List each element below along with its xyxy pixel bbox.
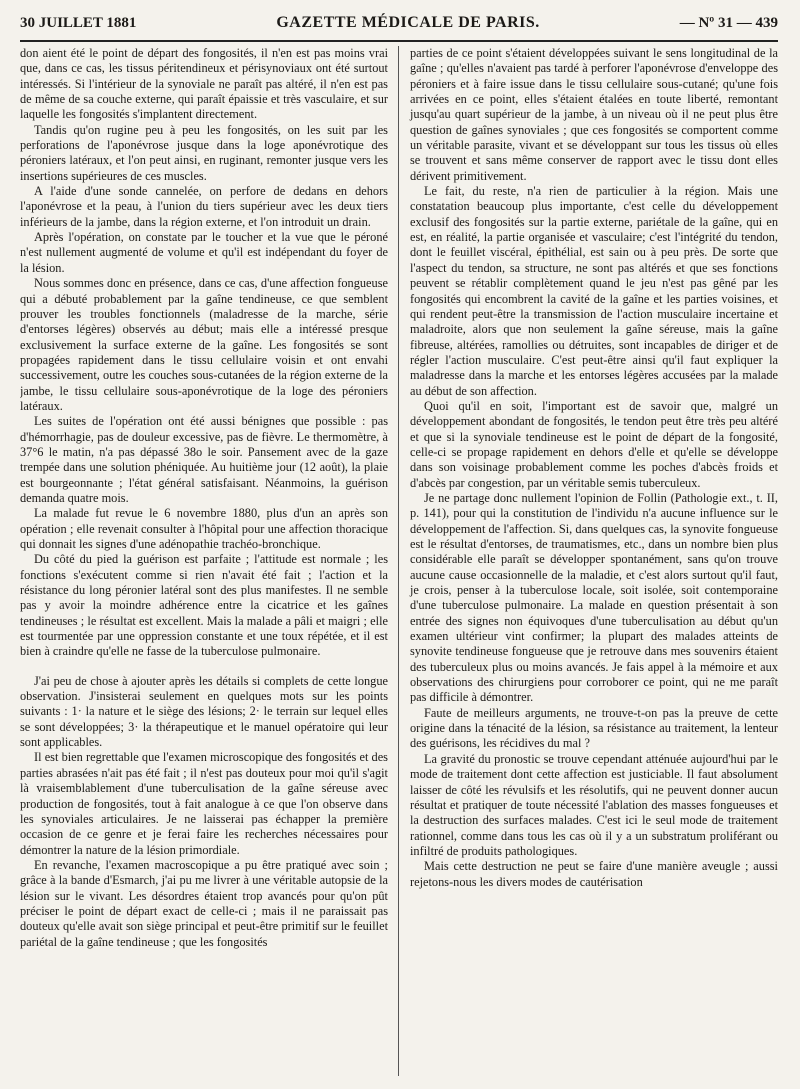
page-header (20, 14, 778, 36)
paragraph: don aient été le point de départ des fongosités, il n'en est pas moins vrai que, dans ce cas, les tissus péritendineux et périsynoviaux ont été surtout intéressés. Si l'intérieur de la synoviale ne paraît pas altéré, il n'en est pas de même de sa couche externe, qui paraît épaissie et très vasculaire, et sur laquelle les fongosités s'implantent directement. (20, 46, 388, 122)
left-column (20, 46, 398, 1076)
paragraph: Nous sommes donc en présence, dans ce cas, d'une affection fongueuse qui a débuté probablement par la gaîne tendineuse, ce que semblent prouver les troubles fonctionnels (maladresse de la marche, série d'entorses légères) observés au début; mais elle a intéressé presque exclusivement la surface externe de la gaîne. Les fongosités se sont propagées rapidement dans le tissu cellulaire voisin et ont envahi successivement, outre les couches sous-cutanées de la région externe de la jambe, le tissu cellulaire sous-aponévrotique de la loge des péroniers latéraux. (20, 276, 388, 413)
paragraph: Après l'opération, on constate par le toucher et la vue que le péroné n'est nullement augmenté de volume et qu'il est indépendant du foyer de la lésion. (20, 230, 388, 275)
paragraph: La malade fut revue le 6 novembre 1880, plus d'un an après son opération ; elle revenait consulter à l'hôpital pour une affection thoracique qui donnait les signes d'une adénopathie trachéo-bronchique. (20, 506, 388, 551)
header-page-number: — Nº 31 — 439 (679, 15, 778, 31)
paragraph: J'ai peu de chose à ajouter après les détails si complets de cette longue observation. J'insisterai seulement en quelques mots sur les points suivants : 1· la nature et le siège des lésions; 2· le terrain sur lequel elles se sont développées; 3· la thérapeutique et le manuel opératoire qui leur sont applicables. (20, 673, 388, 750)
paragraph: La gravité du pronostic se trouve cependant atténuée aujourd'hui par le mode de traitement dont cette affection est justiciable. Il faut absolument laisser de côté les révulsifs et les résolutifs, qui ne peuvent donner aucun résultat et pratiquer de toute nécessité l'ablation des masses fongueuses et la destruction des surfaces malades. C'est ici le seul mode de traitement rationnel, comme dans tous les cas où il y a un substratum proliférant ou infiltré de produits pathologiques. (410, 751, 778, 858)
header-title: GAZETTE MÉDICALE DE PARIS. (276, 14, 540, 31)
paragraph: En revanche, l'examen macroscopique a pu être pratiqué avec soin ; grâce à la bande d'Esmarch, j'ai pu me livrer à une véritable autopsie de la lésion sur le vivant. Les désordres étaient trop avancés pour qu'on pût préciser le point de départ exact de celle-ci ; mais il ne paraissait pas douteux qu'elle avait son siège principal et peut-être primitif sur le feuillet pariétal de la gaîne tendineuse ; que les fongosités (20, 857, 388, 949)
section-gap (20, 660, 388, 674)
paragraph: Il est bien regrettable que l'examen microscopique des fongosités et des parties abrasées n'ait pas été fait ; il n'est pas douteux pour moi qu'il s'agit là vraisemblablement d'une tuberculisation de la gaîne séreuse avec production de fongosités, tout à fait analogue à ce que l'on observe dans les synoviales articulaires. Je ne laisserai pas échapper la première occasion de ce genre et je ferai faire les recherches nécessaires pour démontrer la nature de la lésion primordiale. (20, 750, 388, 857)
paragraph: A l'aide d'une sonde cannelée, on perfore de dedans en dehors l'aponévrose et la peau, à l'union du tiers supérieur avec les deux tiers inférieurs de la jambe, dans la région externe, et l'on introduit un drain. (20, 184, 388, 229)
paragraph: Les suites de l'opération ont été aussi bénignes que possible : pas d'hémorrhagie, pas de douleur excessive, pas de fièvre. Le thermomètre, à 37°6 le matin, n'a pas dépassé 38o le soir. Pansement avec de la gaze trempée dans une solution phéniquée. Au huitième jour (12 août), la plaie est bourgeonnante ; l'état général satisfaisant. Néanmoins, la guérison demanda quatre mois. (20, 414, 388, 505)
right-column (398, 46, 778, 1076)
text-columns (20, 46, 778, 1076)
paragraph: Je ne partage donc nullement l'opinion de Follin (Pathologie ext., t. II, p. 141), pour qui la constitution de l'individu n'a aucune influence sur le développement de l'affection. Si, dans quelques cas, la synovite fongueuse est le résultat d'entorses, de traumatismes, etc., dans un nombre bien plus considérable elle paraît se développer spontanément, sans qu'on trouve aucune cause occasionnelle de la maladie, et c'est alors surtout qu'il faut, je crois, penser à la tuberculose locale, soit isolée, soit contemporaine d'une tuberculose pulmonaire. La malade en question présentait à son entrée des signes non équivoques d'une tuberculisation au début qu'un examen ultérieur vint confirmer; la plupart des malades atteints de synovite tendineuse fongueuse que je retrouve dans mes souvenirs étaient des tuberculeux plus ou moins avancés. Je fais appel à la mémoire et aux observations des chirurgiens pour corroborer ce point, qui ne me paraît pas difficile à démontrer. (410, 490, 778, 705)
paragraph: Tandis qu'on rugine peu à peu les fongosités, on les suit par les perforations de l'aponévrose jusque dans la loge aponévrotique des péroniers latéraux, et l'on peut ainsi, en ruginant, remonter jusque vers les insertions supérieures de ces muscles. (20, 122, 388, 183)
header-rule (20, 40, 778, 42)
paragraph: Mais cette destruction ne peut se faire d'une manière aveugle ; aussi rejetons-nous les divers modes de cautérisation (410, 859, 778, 889)
paragraph: Quoi qu'il en soit, l'important est de savoir que, malgré un développement abondant de fongosités, le tendon peut être très peu altéré et que si la synoviale tendineuse est le point de départ de la fongosité, celle-ci se propage rapidement en dehors d'elle et qu'elle se développe dans son voisinage probablement comme les poches d'abcès froids et d'abcès par congestion, par un véritable semis tuberculeux. (410, 398, 778, 490)
header-date: 30 JUILLET 1881 (20, 15, 137, 31)
paragraph: Du côté du pied la guérison est parfaite ; l'attitude est normale ; les fonctions s'exécutent comme si rien n'avait été fait ; l'action et la résistance du long péronier latéral sont des plus manifestes. Il ne semble pas y avoir la moindre adhérence entre la cicatrice et les gaînes tendineuses ; le résultat est excellent. Mais la malade a pâli et maigri ; elle est tourmentée par une oppression constante et une toux répétée, et il est bien à craindre qu'elle ne fasse de la tuberculose pulmonaire. (20, 552, 388, 659)
paragraph: parties de ce point s'étaient développées suivant le sens longitudinal de la gaîne ; qu'elles n'avaient pas tardé à perforer l'aponévrose d'enveloppe des péroniers et à faire issue dans le tissu cellulaire sous-cutané; qu'une fois arrivées en ce point, elles s'étaient étalées en toute liberté, remontant jusqu'au quart supérieur de la jambe, à un niveau où il ne peut plus être question de gaînes synoviales ; que ces fongosités se comportent comme un véritable parasite, vivant et se développant sur tous les tissus où elles se trouvent et sans même conserver de rapport avec le tissu dont elles dérivent primitivement. (410, 46, 778, 183)
paragraph: Faute de meilleurs arguments, ne trouve-t-on pas la preuve de cette origine dans la ténacité de la lésion, sa résistance au traitement, la lenteur des guérisons, les récidives du mal ? (410, 705, 778, 751)
paragraph: Le fait, du reste, n'a rien de particulier à la région. Mais une constatation beaucoup plus importante, c'est celle du développement exclusif des fongosités sur la partie externe, pariétale de la gaîne, qui en est, en réalité, la partie organisée et vasculaire; c'est l'intégrité du tendon, dont le feuillet viscéral, épithélial, est sain ou à peu près. De sorte que l'aspect du tendon, sa structure, ne sont pas altérés et que ses fonctions peuvent se rétablir complètement quand le jeu n'est pas gêné par les fongosités qui encombrent la cavité de la gaîne et les parties voisines, et qui rendent peut-être la transmission de l'action musculaire incertaine et maladroite, alors que non seulement la gaîne séreuse, mais la gaîne fibreuse, altérées, ramollies ou détruites, sont incapables de diriger et de régler l'action musculaire. C'est peut-être ainsi qu'il faut expliquer la maladresse dans la marche et les entorses légères accusées par la malade au début de son affection. (410, 184, 778, 398)
